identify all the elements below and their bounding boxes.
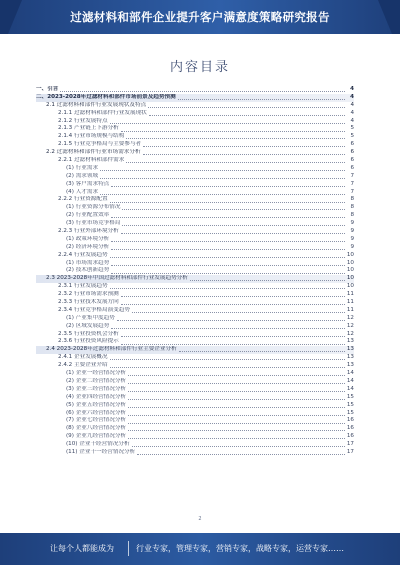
toc-entry-page: 16 bbox=[346, 433, 354, 440]
toc-entry-title: 2.1 过滤材料和部件行业发展现状及特点 bbox=[46, 101, 147, 108]
toc-entry[interactable] bbox=[36, 378, 354, 386]
toc-entry-title: 2.3.5 行业投资机会分析 bbox=[58, 330, 119, 337]
toc-entry-title: (10) 企业十经营情况分析 bbox=[66, 441, 130, 448]
toc-entry-page: 12 bbox=[346, 330, 354, 337]
toc-leader-dots bbox=[122, 209, 345, 210]
toc-leader-dots bbox=[128, 415, 345, 416]
toc-entry-title: (2) 行业配置效率 bbox=[66, 212, 110, 219]
toc-entry-title: (7) 企业七经营情况分析 bbox=[66, 417, 127, 424]
toc-entry[interactable] bbox=[36, 283, 354, 291]
toc-leader-dots bbox=[126, 138, 345, 139]
toc-leader-dots bbox=[128, 407, 345, 408]
toc-leader-dots bbox=[132, 312, 345, 313]
footer-divider bbox=[128, 541, 129, 556]
toc-entry[interactable] bbox=[36, 228, 354, 236]
toc-entry-page: 17 bbox=[346, 448, 354, 455]
toc-leader-dots bbox=[111, 273, 345, 274]
toc-entry-title: (5) 企业五经营情况分析 bbox=[66, 401, 127, 408]
toc-leader-dots bbox=[121, 131, 345, 132]
toc-entry-page: 7 bbox=[350, 172, 354, 179]
toc-entry-page: 15 bbox=[346, 393, 354, 400]
toc-entry[interactable] bbox=[36, 236, 354, 244]
toc-entry-title: (3) 企业三经营情况分析 bbox=[66, 385, 127, 392]
toc-leader-dots bbox=[100, 194, 345, 195]
footer-slogan-left: 让每个人都能成为 bbox=[50, 544, 114, 553]
toc-leader-dots bbox=[121, 296, 345, 297]
toc-entry[interactable] bbox=[36, 370, 354, 378]
toc-entry-page: 13 bbox=[346, 354, 354, 361]
toc-entry-page: 16 bbox=[346, 425, 354, 432]
toc-entry-page: 11 bbox=[346, 306, 354, 313]
toc-entry-title: (1) 政策环境分析 bbox=[66, 235, 110, 242]
toc-entry-title: 2.1.4 行业市场规模与结构 bbox=[58, 133, 125, 140]
toc-entry-title: 2.4.1 企业发展概况 bbox=[58, 354, 108, 361]
toc-entry-page: 4 bbox=[350, 93, 354, 100]
toc-leader-dots bbox=[143, 154, 345, 155]
toc-entry[interactable] bbox=[36, 196, 354, 204]
report-title: 过滤材料和部件企业提升客户满意度策略研究报告 bbox=[70, 10, 330, 24]
toc-entry-title: (1) 企业一经营情况分析 bbox=[66, 370, 127, 377]
toc-entry-page: 14 bbox=[346, 377, 354, 384]
toc-entry[interactable] bbox=[36, 212, 354, 220]
toc-entry[interactable] bbox=[36, 291, 354, 299]
toc-entry-title: 2.1.3 产业链上下游分析 bbox=[58, 125, 119, 132]
toc-leader-dots bbox=[143, 146, 345, 147]
toc-entry-title: (2) 区域发展趋势 bbox=[66, 322, 110, 329]
toc-entry-page: 8 bbox=[350, 196, 354, 203]
toc-entry-page: 14 bbox=[346, 385, 354, 392]
toc-entry-page: 17 bbox=[346, 441, 354, 448]
toc-entry-page: 9 bbox=[350, 243, 354, 250]
toc-leader-dots bbox=[121, 233, 345, 234]
toc-entry-title: (2) 企业二经营情况分析 bbox=[66, 377, 127, 384]
toc-leader-dots bbox=[100, 170, 345, 171]
toc-entry[interactable] bbox=[36, 386, 354, 394]
toc-entry[interactable] bbox=[36, 118, 354, 126]
footer-slogan-right: 行业专家，管理专家，营销专家，战略专家，运营专家…… bbox=[136, 544, 344, 553]
toc-entry[interactable] bbox=[36, 299, 354, 307]
toc-leader-dots bbox=[128, 423, 345, 424]
toc-leader-dots bbox=[122, 225, 345, 226]
toc-entry[interactable] bbox=[36, 323, 354, 331]
toc-entry-title: (4) 企业四经营情况分析 bbox=[66, 393, 127, 400]
toc-leader-dots bbox=[190, 280, 345, 281]
toc-entry-title: 2.2 过滤材料和部件行业市场需求分析 bbox=[46, 149, 141, 156]
toc-entry[interactable] bbox=[36, 133, 354, 141]
toc-entry-page: 9 bbox=[350, 228, 354, 235]
toc-leader-dots bbox=[121, 336, 345, 337]
toc-leader-dots bbox=[111, 265, 345, 266]
toc-entry[interactable] bbox=[36, 220, 354, 228]
toc-entry-title: 二、2023-2028年过滤材料和部件市场前景及趋势预测 bbox=[36, 93, 176, 100]
toc-leader-dots bbox=[110, 202, 345, 203]
toc-entry-title: (2) 需求领域 bbox=[66, 172, 99, 179]
toc-entry[interactable] bbox=[36, 94, 354, 102]
toc-entry-title: (9) 企业九经营情况分析 bbox=[66, 433, 127, 440]
toc-entry-title: 2.3.6 行业投资风险提示 bbox=[58, 338, 119, 345]
toc-entry[interactable] bbox=[36, 425, 354, 433]
toc-entry-title: (4) 人才需求 bbox=[66, 188, 99, 195]
toc-leader-dots bbox=[110, 367, 345, 368]
toc-entry-page: 5 bbox=[350, 125, 354, 132]
footer-band bbox=[0, 533, 400, 565]
toc-leader-dots bbox=[111, 186, 345, 187]
toc-leader-dots bbox=[132, 446, 345, 447]
toc-leader-dots bbox=[121, 304, 345, 305]
toc-entry-page: 4 bbox=[350, 101, 354, 108]
toc-entry-page: 11 bbox=[346, 299, 354, 306]
toc-entry-title: 2.3.2 行业市场需求预测 bbox=[58, 291, 119, 298]
toc-leader-dots bbox=[128, 430, 345, 431]
toc-entry[interactable] bbox=[36, 417, 354, 425]
toc-entry-page: 10 bbox=[346, 275, 354, 282]
toc-entry[interactable] bbox=[36, 149, 354, 157]
toc-entry-title: (11) 企业十一经营情况分析 bbox=[66, 448, 136, 455]
toc-entry-page: 13 bbox=[346, 362, 354, 369]
toc-leader-dots bbox=[60, 91, 345, 92]
toc-entry-title: 2.2.4 行业发展趋势 bbox=[58, 251, 108, 258]
toc-entry-page: 4 bbox=[350, 109, 354, 116]
toc-entry[interactable] bbox=[36, 102, 354, 110]
toc-entry-title: 2.3 2023-2028年中国过滤材料和部件行业发展趋势分析 bbox=[46, 275, 188, 282]
toc-entry-page: 16 bbox=[346, 417, 354, 424]
toc-entry-page: 4 bbox=[350, 85, 354, 92]
toc-entry[interactable] bbox=[36, 402, 354, 410]
toc-entry[interactable] bbox=[36, 86, 354, 94]
toc-entry-page: 12 bbox=[346, 322, 354, 329]
toc-leader-dots bbox=[111, 249, 345, 250]
toc-leader-dots bbox=[128, 383, 345, 384]
toc-entry-page: 8 bbox=[350, 212, 354, 219]
toc-entry[interactable] bbox=[36, 275, 354, 283]
toc-entry-page: 15 bbox=[346, 401, 354, 408]
toc-entry[interactable] bbox=[36, 204, 354, 212]
toc-entry-title: 2.1.1 过滤材料和部件行业发展现状 bbox=[58, 109, 147, 116]
page-number: 2 bbox=[198, 516, 202, 522]
toc-leader-dots bbox=[179, 351, 345, 352]
toc-entry[interactable] bbox=[36, 181, 354, 189]
toc-entry[interactable] bbox=[36, 394, 354, 402]
toc-entry[interactable] bbox=[36, 331, 354, 339]
toc-entry-page: 4 bbox=[350, 117, 354, 124]
toc-entry-page: 9 bbox=[350, 220, 354, 227]
toc-entry[interactable] bbox=[36, 315, 354, 323]
toc-leader-dots bbox=[128, 375, 345, 376]
toc-leader-dots bbox=[110, 257, 345, 258]
toc-entry-title: 2.1.2 行业发展特点 bbox=[58, 117, 108, 124]
toc-entry-page: 8 bbox=[350, 204, 354, 211]
toc-entry-page: 10 bbox=[346, 267, 354, 274]
toc-entry-page: 6 bbox=[350, 164, 354, 171]
toc-entry[interactable] bbox=[36, 410, 354, 418]
toc-entry-title: 2.2.2 行业资源配置 bbox=[58, 196, 108, 203]
toc-entry-title: (2) 经济环境分析 bbox=[66, 243, 110, 250]
toc-leader-dots bbox=[178, 99, 345, 100]
toc-leader-dots bbox=[128, 391, 345, 392]
toc-entry[interactable] bbox=[36, 110, 354, 118]
toc-entry-title: (8) 企业八经营情况分析 bbox=[66, 425, 127, 432]
toc-entry[interactable] bbox=[36, 157, 354, 165]
toc-entry-title: 2.3.1 行业发展趋势 bbox=[58, 283, 108, 290]
table-of-contents bbox=[36, 86, 354, 457]
toc-leader-dots bbox=[148, 107, 345, 108]
toc-entry-page: 7 bbox=[350, 188, 354, 195]
toc-entry[interactable] bbox=[36, 125, 354, 133]
toc-leader-dots bbox=[111, 328, 345, 329]
toc-leader-dots bbox=[149, 115, 345, 116]
toc-entry-title: (1) 行业资源分布情况 bbox=[66, 204, 121, 211]
toc-entry-title: 2.1.5 行业竞争格局与主要参与者 bbox=[58, 141, 142, 148]
toc-entry-page: 12 bbox=[346, 314, 354, 321]
toc-entry-title: 2.3.4 行业竞争格局演变趋势 bbox=[58, 306, 130, 313]
toc-entry-title: 一、引言 bbox=[36, 85, 59, 92]
toc-entry-title: 2.4 2023-2028年过滤材料和部件行业主要企业分析 bbox=[46, 346, 177, 353]
toc-entry[interactable] bbox=[36, 433, 354, 441]
toc-leader-dots bbox=[121, 344, 345, 345]
toc-entry-title: (1) 产业集中度趋势 bbox=[66, 314, 115, 321]
toc-entry[interactable] bbox=[36, 346, 354, 354]
toc-leader-dots bbox=[111, 217, 345, 218]
toc-leader-dots bbox=[100, 178, 345, 179]
toc-entry[interactable] bbox=[36, 362, 354, 370]
toc-entry-title: 2.4.2 主要企业介绍 bbox=[58, 362, 108, 369]
toc-entry-page: 10 bbox=[346, 251, 354, 258]
toc-entry[interactable] bbox=[36, 267, 354, 275]
toc-entry-page: 15 bbox=[346, 409, 354, 416]
toc-leader-dots bbox=[126, 162, 345, 163]
toc-entry[interactable] bbox=[36, 189, 354, 197]
toc-leader-dots bbox=[128, 399, 345, 400]
toc-entry-title: 2.2.3 行业外部环境分析 bbox=[58, 228, 119, 235]
toc-entry[interactable] bbox=[36, 260, 354, 268]
toc-entry-title: (3) 客户需求特点 bbox=[66, 180, 110, 187]
toc-entry[interactable] bbox=[36, 307, 354, 315]
toc-leader-dots bbox=[117, 320, 345, 321]
toc-leader-dots bbox=[111, 241, 345, 242]
toc-entry-page: 6 bbox=[350, 141, 354, 148]
toc-entry[interactable] bbox=[36, 449, 354, 457]
toc-entry[interactable] bbox=[36, 173, 354, 181]
toc-leader-dots bbox=[110, 359, 345, 360]
toc-entry-page: 10 bbox=[346, 283, 354, 290]
toc-entry[interactable] bbox=[36, 441, 354, 449]
toc-entry-title: (6) 企业六经营情况分析 bbox=[66, 409, 127, 416]
toc-entry[interactable] bbox=[36, 354, 354, 362]
toc-entry-page: 10 bbox=[346, 259, 354, 266]
toc-entry[interactable] bbox=[36, 252, 354, 260]
toc-entry-page: 7 bbox=[350, 180, 354, 187]
toc-entry-page: 5 bbox=[350, 133, 354, 140]
toc-leader-dots bbox=[137, 454, 345, 455]
toc-leader-dots bbox=[128, 438, 345, 439]
toc-entry[interactable] bbox=[36, 165, 354, 173]
toc-entry[interactable] bbox=[36, 339, 354, 347]
toc-entry-title: 2.2.1 过滤材料和部件需求 bbox=[58, 157, 125, 163]
toc-entry-title: (1) 市场需求趋势 bbox=[66, 259, 110, 266]
toc-entry-page: 13 bbox=[346, 346, 354, 353]
toc-leader-dots bbox=[110, 288, 345, 289]
toc-entry-page: 9 bbox=[350, 235, 354, 242]
toc-entry-page: 11 bbox=[346, 291, 354, 298]
toc-entry-page: 6 bbox=[350, 157, 354, 163]
toc-entry-title: (2) 技术创新趋势 bbox=[66, 267, 110, 274]
toc-entry-title: (3) 行业市场竞争格局 bbox=[66, 220, 121, 227]
toc-leader-dots bbox=[110, 123, 345, 124]
toc-entry[interactable] bbox=[36, 141, 354, 149]
toc-entry-title: 2.3.3 行业技术发展方向 bbox=[58, 299, 119, 306]
toc-entry-page: 13 bbox=[346, 338, 354, 345]
toc-entry[interactable] bbox=[36, 244, 354, 252]
toc-entry-title: (1) 行业需求 bbox=[66, 164, 99, 171]
toc-entry-page: 6 bbox=[350, 149, 354, 156]
toc-heading: 内容目录 bbox=[169, 60, 230, 75]
header-band bbox=[0, 0, 400, 34]
toc-entry-page: 14 bbox=[346, 370, 354, 377]
